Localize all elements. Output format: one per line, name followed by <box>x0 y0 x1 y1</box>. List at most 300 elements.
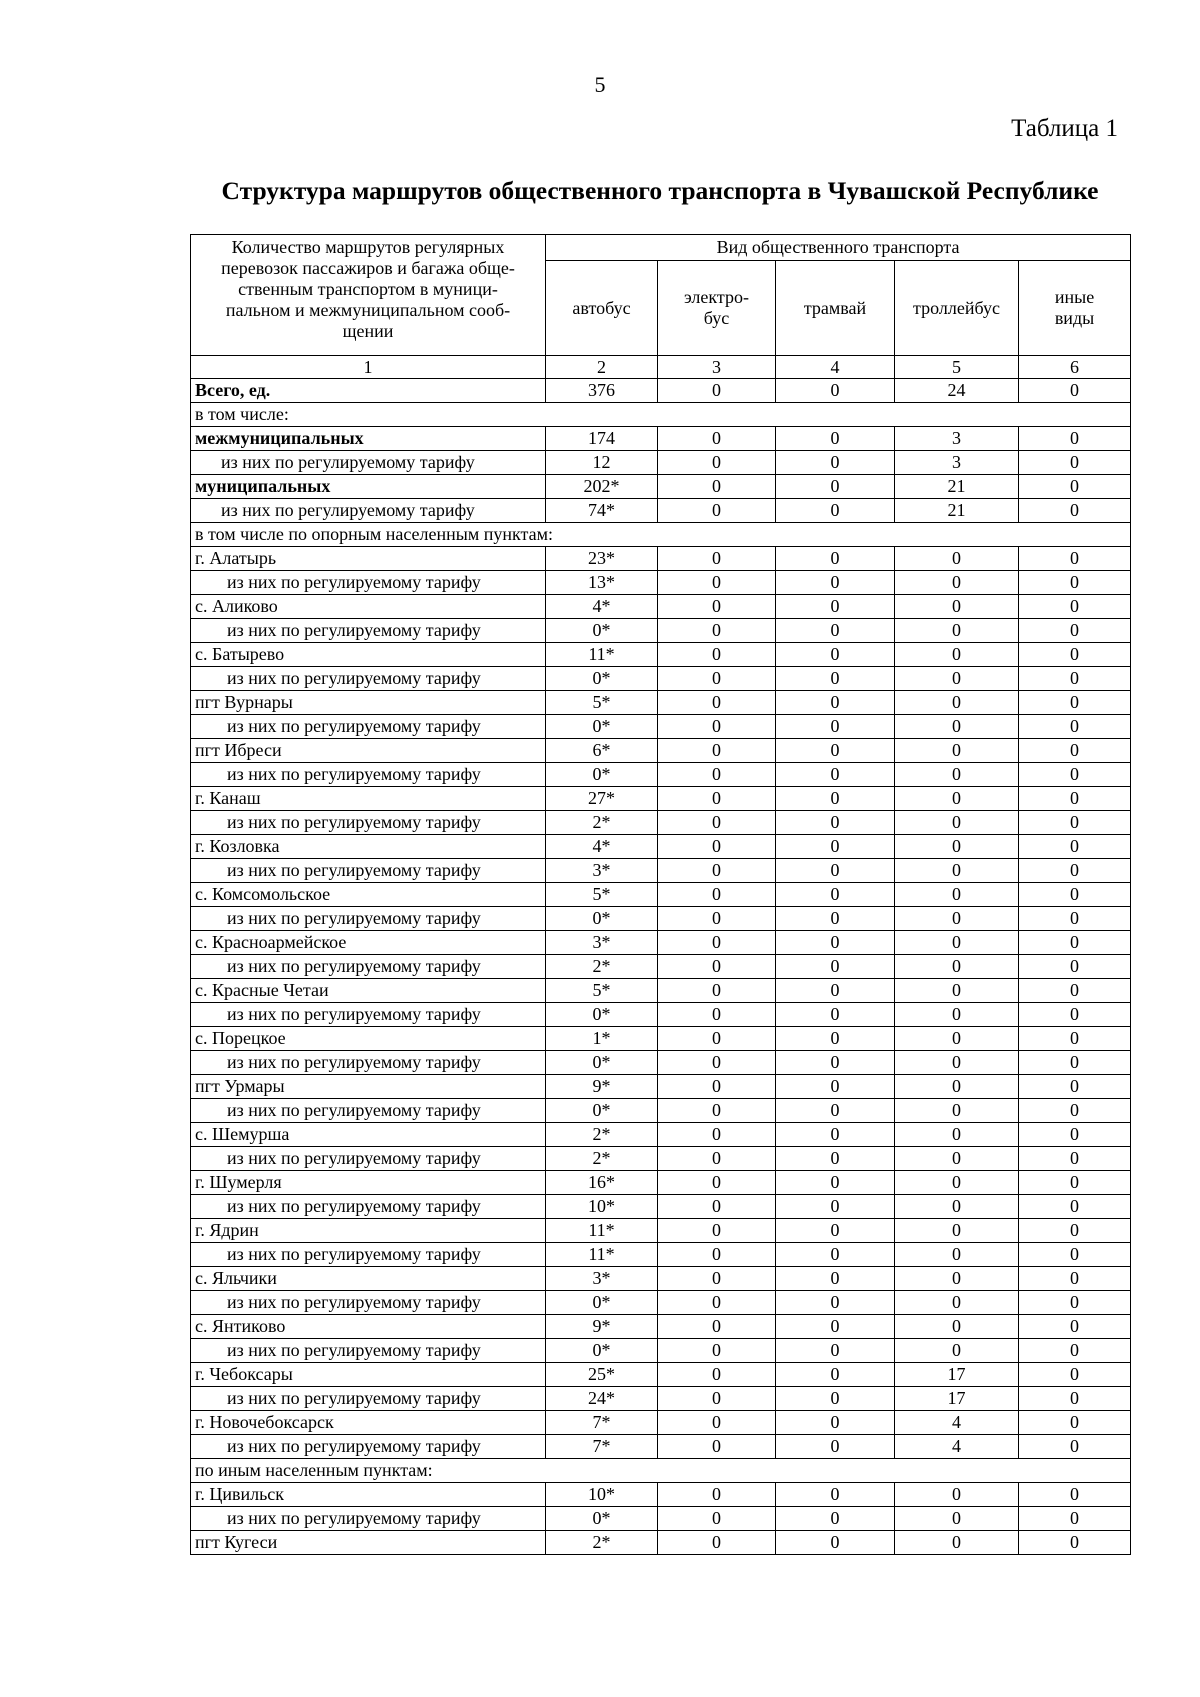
cell-value: 0 <box>658 427 776 451</box>
header-trolleybus <box>895 261 1019 356</box>
table-row <box>191 1363 1131 1387</box>
row-label: из них по регулируемому тарифу <box>191 1147 546 1171</box>
cell-value: 0 <box>776 955 895 979</box>
cell-value: 0 <box>1019 907 1131 931</box>
table-row <box>191 1435 1131 1459</box>
cell-value: 0 <box>658 955 776 979</box>
row-label: из них по регулируемому тарифу <box>191 1339 546 1363</box>
cell-value: 174 <box>546 427 658 451</box>
cell-value: 0 <box>658 715 776 739</box>
row-label: из них по регулируемому тарифу <box>191 1507 546 1531</box>
table-row <box>191 691 1131 715</box>
cell-value: 9* <box>546 1075 658 1099</box>
cell-value: 21 <box>895 499 1019 523</box>
header-line: пальном и межмуниципальном сооб- <box>225 300 511 320</box>
table-body <box>191 379 1131 1555</box>
cell-value: 0 <box>1019 715 1131 739</box>
row-label: из них по регулируемому тарифу <box>191 1099 546 1123</box>
row-label: г. Новочебоксарск <box>191 1411 546 1435</box>
column-number: 4 <box>776 356 895 379</box>
cell-value: 0 <box>1019 1315 1131 1339</box>
row-label: г. Козловка <box>191 835 546 859</box>
cell-value: 0 <box>776 1291 895 1315</box>
table-row <box>191 715 1131 739</box>
cell-value: 17 <box>895 1387 1019 1411</box>
cell-value: 0 <box>776 595 895 619</box>
cell-value: 27* <box>546 787 658 811</box>
cell-value: 0 <box>776 1051 895 1075</box>
cell-value: 0 <box>1019 811 1131 835</box>
cell-value: 2* <box>546 811 658 835</box>
cell-value: 0* <box>546 1507 658 1531</box>
table-row <box>191 1027 1131 1051</box>
table-row <box>191 907 1131 931</box>
cell-value: 0* <box>546 907 658 931</box>
cell-value: 0 <box>1019 1531 1131 1555</box>
table-row <box>191 1003 1131 1027</box>
header-line: перевозок пассажиров и багажа обще- <box>221 258 515 278</box>
cell-value: 0 <box>658 1003 776 1027</box>
cell-value: 0 <box>776 1435 895 1459</box>
column-numbers-row <box>191 356 1131 379</box>
header-bus <box>546 261 658 356</box>
table-row <box>191 739 1131 763</box>
section-row <box>191 403 1131 427</box>
cell-value: 0 <box>658 1051 776 1075</box>
cell-value: 0 <box>895 835 1019 859</box>
row-label: пгт Кугеси <box>191 1531 546 1555</box>
row-label: с. Батырево <box>191 643 546 667</box>
row-label: с. Янтиково <box>191 1315 546 1339</box>
row-label: с. Порецкое <box>191 1027 546 1051</box>
cell-value: 0 <box>895 739 1019 763</box>
cell-value: 0 <box>776 859 895 883</box>
cell-value: 0 <box>1019 955 1131 979</box>
cell-value: 0* <box>546 1051 658 1075</box>
cell-value: 2* <box>546 1147 658 1171</box>
cell-value: 25* <box>546 1363 658 1387</box>
table-row <box>191 1147 1131 1171</box>
cell-value: 0 <box>1019 1411 1131 1435</box>
cell-value: 17 <box>895 1363 1019 1387</box>
cell-value: 0 <box>895 787 1019 811</box>
cell-value: 0 <box>658 1123 776 1147</box>
cell-value: 0 <box>895 1507 1019 1531</box>
cell-value: 0 <box>895 811 1019 835</box>
cell-value: 16* <box>546 1171 658 1195</box>
cell-value: 0 <box>1019 499 1131 523</box>
cell-value: 4* <box>546 835 658 859</box>
cell-value: 0 <box>658 1483 776 1507</box>
row-label: г. Цивильск <box>191 1483 546 1507</box>
cell-value: 0 <box>1019 571 1131 595</box>
cell-value: 3* <box>546 1267 658 1291</box>
section-row <box>191 523 1131 547</box>
cell-value: 0 <box>776 763 895 787</box>
cell-value: 0 <box>895 859 1019 883</box>
cell-value: 0 <box>658 907 776 931</box>
cell-value: 11* <box>546 1243 658 1267</box>
cell-value: 0 <box>1019 1435 1131 1459</box>
cell-value: 0 <box>1019 1123 1131 1147</box>
cell-value: 0* <box>546 667 658 691</box>
table-row <box>191 1195 1131 1219</box>
row-label: из них по регулируемому тарифу <box>191 859 546 883</box>
table-row <box>191 859 1131 883</box>
cell-value: 0 <box>776 1507 895 1531</box>
cell-value: 0 <box>1019 1339 1131 1363</box>
row-label: из них по регулируемому тарифу <box>191 811 546 835</box>
cell-value: 1* <box>546 1027 658 1051</box>
cell-value: 0 <box>776 667 895 691</box>
row-label: с. Красные Четаи <box>191 979 546 1003</box>
cell-value: 0 <box>1019 1243 1131 1267</box>
cell-value: 0* <box>546 619 658 643</box>
cell-value: 0 <box>1019 547 1131 571</box>
page-number: 5 <box>594 72 606 97</box>
cell-value: 0 <box>895 907 1019 931</box>
table-row <box>191 955 1131 979</box>
cell-value: 0 <box>776 739 895 763</box>
cell-value: 5* <box>546 979 658 1003</box>
cell-value: 0 <box>658 571 776 595</box>
cell-value: 0 <box>658 739 776 763</box>
table-header <box>191 235 1131 379</box>
row-label: из них по регулируемому тарифу <box>191 1051 546 1075</box>
cell-value: 0 <box>895 1099 1019 1123</box>
table-row <box>191 1075 1131 1099</box>
table-row <box>191 1051 1131 1075</box>
section-label: по иным населенным пунктам: <box>191 1459 1131 1483</box>
column-number: 2 <box>546 356 658 379</box>
cell-value: 0 <box>895 619 1019 643</box>
cell-value: 0* <box>546 763 658 787</box>
table-row <box>191 667 1131 691</box>
cell-value: 11* <box>546 643 658 667</box>
table-row <box>191 475 1131 499</box>
cell-value: 0 <box>776 835 895 859</box>
cell-value: 0 <box>776 1363 895 1387</box>
table-row <box>191 1291 1131 1315</box>
row-label: с. Аликово <box>191 595 546 619</box>
section-label: в том числе: <box>191 403 1131 427</box>
row-label: из них по регулируемому тарифу <box>191 1435 546 1459</box>
cell-value: 0 <box>776 883 895 907</box>
header-electric-bus <box>658 261 776 356</box>
cell-value: 0 <box>658 1267 776 1291</box>
cell-value: 0 <box>658 1027 776 1051</box>
cell-value: 0 <box>658 1195 776 1219</box>
cell-value: 0 <box>895 1171 1019 1195</box>
cell-value: 10* <box>546 1483 658 1507</box>
cell-value: 0 <box>776 787 895 811</box>
cell-value: 0 <box>776 1315 895 1339</box>
cell-value: 0 <box>1019 1483 1131 1507</box>
cell-value: 11* <box>546 1219 658 1243</box>
cell-value: 0 <box>776 811 895 835</box>
cell-value: 0 <box>895 595 1019 619</box>
cell-value: 0 <box>895 1339 1019 1363</box>
cell-value: 0 <box>895 547 1019 571</box>
cell-value: 0 <box>658 643 776 667</box>
cell-value: 202* <box>546 475 658 499</box>
row-label: пгт Урмары <box>191 1075 546 1099</box>
cell-value: 0 <box>776 1075 895 1099</box>
row-label: межмуниципальных <box>191 427 546 451</box>
cell-value: 0 <box>658 787 776 811</box>
cell-value: 0 <box>1019 1171 1131 1195</box>
table-row <box>191 1483 1131 1507</box>
cell-value: 0 <box>1019 1363 1131 1387</box>
cell-value: 0 <box>658 1219 776 1243</box>
cell-value: 0 <box>658 1363 776 1387</box>
column-header-line: электро- <box>684 287 749 307</box>
cell-value: 0 <box>895 931 1019 955</box>
cell-value: 0 <box>895 1075 1019 1099</box>
cell-value: 0 <box>658 835 776 859</box>
row-label: из них по регулируемому тарифу <box>191 715 546 739</box>
cell-value: 0 <box>776 1531 895 1555</box>
cell-value: 10* <box>546 1195 658 1219</box>
column-header-line: иные <box>1054 287 1095 307</box>
row-label: из них по регулируемому тарифу <box>191 1195 546 1219</box>
cell-value: 0 <box>776 931 895 955</box>
cell-value: 0 <box>895 1291 1019 1315</box>
cell-value: 0 <box>1019 787 1131 811</box>
cell-value: 0 <box>658 1315 776 1339</box>
cell-value: 0 <box>658 451 776 475</box>
cell-value: 74* <box>546 499 658 523</box>
cell-value: 0 <box>1019 1387 1131 1411</box>
table-row <box>191 979 1131 1003</box>
cell-value: 0 <box>1019 979 1131 1003</box>
row-label: из них по регулируемому тарифу <box>191 763 546 787</box>
cell-value: 0 <box>895 1027 1019 1051</box>
row-label: из них по регулируемому тарифу <box>191 499 546 523</box>
cell-value: 0 <box>658 475 776 499</box>
cell-value: 0 <box>776 379 895 403</box>
row-label: муниципальных <box>191 475 546 499</box>
cell-value: 2* <box>546 955 658 979</box>
cell-value: 0 <box>776 1027 895 1051</box>
cell-value: 0 <box>658 499 776 523</box>
cell-value: 0 <box>1019 619 1131 643</box>
cell-value: 0 <box>895 1531 1019 1555</box>
cell-value: 0 <box>895 1003 1019 1027</box>
cell-value: 0 <box>776 1195 895 1219</box>
table-row <box>191 1315 1131 1339</box>
cell-value: 0 <box>776 907 895 931</box>
cell-value: 0* <box>546 1339 658 1363</box>
cell-value: 0 <box>658 883 776 907</box>
cell-value: 0 <box>658 1099 776 1123</box>
row-label: из них по регулируемому тарифу <box>191 1003 546 1027</box>
cell-value: 0 <box>895 1051 1019 1075</box>
row-label: г. Чебоксары <box>191 1363 546 1387</box>
cell-value: 0 <box>1019 595 1131 619</box>
cell-value: 376 <box>546 379 658 403</box>
cell-value: 0 <box>658 547 776 571</box>
row-label: с. Шемурша <box>191 1123 546 1147</box>
cell-value: 0 <box>1019 427 1131 451</box>
cell-value: 5* <box>546 883 658 907</box>
cell-value: 0 <box>895 1123 1019 1147</box>
cell-value: 0 <box>658 811 776 835</box>
cell-value: 0 <box>658 1243 776 1267</box>
cell-value: 0 <box>1019 763 1131 787</box>
table-row <box>191 643 1131 667</box>
header-line: щении <box>342 321 394 341</box>
cell-value: 0 <box>776 979 895 1003</box>
row-label: г. Шумерля <box>191 1171 546 1195</box>
cell-value: 0 <box>1019 1507 1131 1531</box>
table-row <box>191 883 1131 907</box>
section-label: в том числе по опорным населенным пунктам: <box>191 523 1131 547</box>
cell-value: 0 <box>895 883 1019 907</box>
table-row <box>191 595 1131 619</box>
row-label: из них по регулируемому тарифу <box>191 1291 546 1315</box>
cell-value: 0 <box>776 1147 895 1171</box>
cell-value: 0 <box>1019 883 1131 907</box>
cell-value: 0 <box>895 715 1019 739</box>
cell-value: 0 <box>776 1171 895 1195</box>
cell-value: 0 <box>776 1003 895 1027</box>
table-row <box>191 1099 1131 1123</box>
cell-value: 0 <box>658 1531 776 1555</box>
cell-value: 0* <box>546 1291 658 1315</box>
cell-value: 0 <box>895 1219 1019 1243</box>
cell-value: 0 <box>658 763 776 787</box>
cell-value: 0 <box>776 1123 895 1147</box>
cell-value: 0* <box>546 715 658 739</box>
row-label: г. Ядрин <box>191 1219 546 1243</box>
cell-value: 3 <box>895 427 1019 451</box>
cell-value: 0 <box>1019 1195 1131 1219</box>
cell-value: 0 <box>895 1267 1019 1291</box>
table-row <box>191 1267 1131 1291</box>
table-row <box>191 499 1131 523</box>
cell-value: 0 <box>1019 1267 1131 1291</box>
cell-value: 24* <box>546 1387 658 1411</box>
table-row <box>191 427 1131 451</box>
table-row <box>191 931 1131 955</box>
header-transport-type: Вид общественного транспорта <box>546 235 1131 261</box>
section-row <box>191 1459 1131 1483</box>
cell-value: 0 <box>776 1411 895 1435</box>
cell-value: 0 <box>1019 859 1131 883</box>
cell-value: 0 <box>658 859 776 883</box>
cell-value: 2* <box>546 1123 658 1147</box>
cell-value: 12 <box>546 451 658 475</box>
cell-value: 0 <box>1019 739 1131 763</box>
column-header-line: бус <box>703 308 730 328</box>
cell-value: 0 <box>776 451 895 475</box>
cell-value: 2* <box>546 1531 658 1555</box>
table-caption: Таблица 1 <box>1011 115 1118 142</box>
cell-value: 0 <box>776 619 895 643</box>
table-row <box>191 835 1131 859</box>
cell-value: 4 <box>895 1411 1019 1435</box>
cell-value: 0 <box>1019 643 1131 667</box>
cell-value: 0 <box>1019 1099 1131 1123</box>
cell-value: 0 <box>1019 835 1131 859</box>
header-tram <box>776 261 895 356</box>
cell-value: 0 <box>776 1387 895 1411</box>
document-title: Структура маршрутов общественного транспорта в Чувашской Республике <box>221 176 1099 205</box>
cell-value: 0 <box>658 979 776 1003</box>
cell-value: 0 <box>658 1411 776 1435</box>
row-label: с. Красноармейское <box>191 931 546 955</box>
column-number: 1 <box>191 356 546 379</box>
column-number: 3 <box>658 356 776 379</box>
cell-value: 0 <box>776 499 895 523</box>
cell-value: 7* <box>546 1411 658 1435</box>
cell-value: 13* <box>546 571 658 595</box>
cell-value: 0 <box>895 571 1019 595</box>
table-row <box>191 1531 1131 1555</box>
cell-value: 0 <box>658 1075 776 1099</box>
cell-value: 0 <box>658 667 776 691</box>
row-label: пгт Вурнары <box>191 691 546 715</box>
table-row <box>191 763 1131 787</box>
column-number: 6 <box>1019 356 1131 379</box>
cell-value: 0 <box>1019 1219 1131 1243</box>
row-label: г. Канаш <box>191 787 546 811</box>
cell-value: 23* <box>546 547 658 571</box>
cell-value: 7* <box>546 1435 658 1459</box>
cell-value: 0 <box>1019 1147 1131 1171</box>
cell-value: 0 <box>895 1483 1019 1507</box>
row-label: с. Комсомольское <box>191 883 546 907</box>
cell-value: 0 <box>895 643 1019 667</box>
cell-value: 0 <box>895 1195 1019 1219</box>
cell-value: 0 <box>658 691 776 715</box>
cell-value: 24 <box>895 379 1019 403</box>
cell-value: 21 <box>895 475 1019 499</box>
cell-value: 0 <box>895 979 1019 1003</box>
cell-value: 0 <box>658 619 776 643</box>
cell-value: 0 <box>1019 691 1131 715</box>
cell-value: 0 <box>1019 379 1131 403</box>
table-row <box>191 811 1131 835</box>
cell-value: 0 <box>776 643 895 667</box>
cell-value: 0 <box>658 1147 776 1171</box>
table-row <box>191 1171 1131 1195</box>
cell-value: 0 <box>776 715 895 739</box>
row-label: пгт Ибреси <box>191 739 546 763</box>
cell-value: 0 <box>895 667 1019 691</box>
table-row <box>191 451 1131 475</box>
row-label: из них по регулируемому тарифу <box>191 667 546 691</box>
cell-value: 0 <box>1019 1075 1131 1099</box>
column-header-line: виды <box>1054 308 1095 328</box>
cell-value: 0 <box>895 763 1019 787</box>
row-label: из них по регулируемому тарифу <box>191 619 546 643</box>
cell-value: 0 <box>658 379 776 403</box>
cell-value: 4 <box>895 1435 1019 1459</box>
cell-value: 9* <box>546 1315 658 1339</box>
table-row <box>191 571 1131 595</box>
cell-value: 0 <box>776 571 895 595</box>
cell-value: 6* <box>546 739 658 763</box>
cell-value: 0 <box>1019 1003 1131 1027</box>
routes-table <box>190 234 1131 1555</box>
cell-value: 0 <box>776 1243 895 1267</box>
cell-value: 0 <box>895 1243 1019 1267</box>
row-label: из них по регулируемому тарифу <box>191 1243 546 1267</box>
cell-value: 0 <box>1019 451 1131 475</box>
table-row <box>191 1243 1131 1267</box>
